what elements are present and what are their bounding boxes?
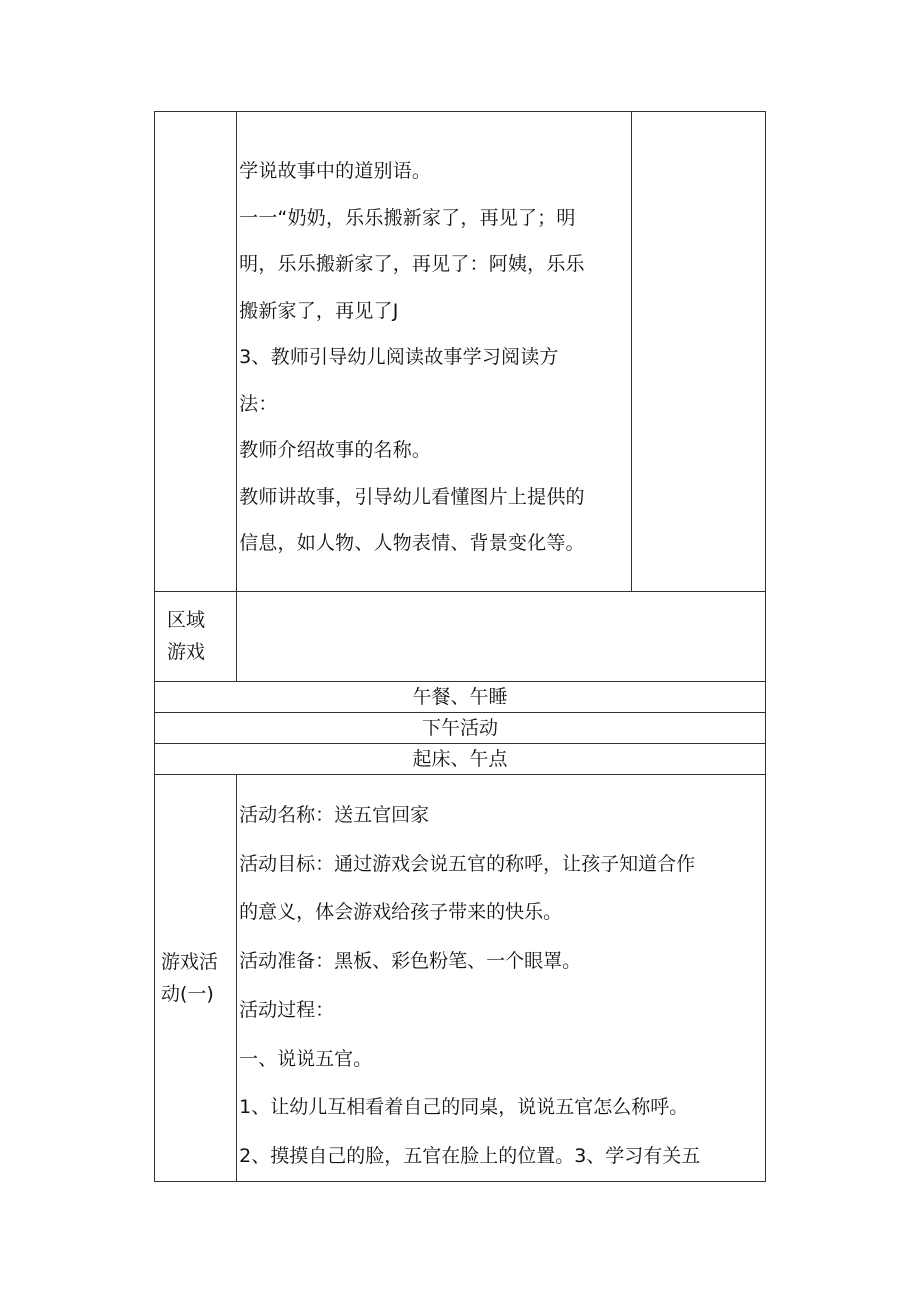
game-activity-content-cell bbox=[237, 775, 766, 1182]
game-line: 活动目标：通过游戏会说五官的称呼，让孩子知道合作 bbox=[239, 852, 696, 875]
story-line: 教师讲故事，引导幼儿看懂图片上提供的 bbox=[239, 485, 585, 508]
story-row bbox=[155, 112, 766, 592]
game-line: 2、摸摸自己的脸，五官在脸上的位置。3、学习有关五 bbox=[239, 1144, 701, 1167]
lunch-row bbox=[155, 682, 766, 713]
story-content-cell bbox=[237, 112, 632, 592]
afternoon-row bbox=[155, 713, 766, 744]
story-line: 搬新家了，再见了J bbox=[239, 299, 399, 322]
area-game-label-cell bbox=[155, 592, 237, 682]
area-game-content-cell bbox=[237, 592, 766, 682]
area-game-row bbox=[155, 592, 766, 682]
game-activity-label-line: 游戏活 bbox=[161, 950, 219, 973]
lunch-band: 午餐、午睡 bbox=[155, 682, 766, 713]
lesson-plan-table bbox=[154, 111, 766, 1182]
game-line: 活动准备：黑板、彩色粉笔、一个眼罩。 bbox=[239, 950, 582, 973]
story-line: 学说故事中的道别语。 bbox=[239, 160, 432, 182]
story-line: 法： bbox=[239, 392, 278, 415]
game-activity-label-cell bbox=[155, 775, 237, 1182]
game-line: 活动名称：送五官回家 bbox=[239, 804, 430, 826]
area-game-label-line: 区域 bbox=[167, 609, 206, 631]
story-line: 信息，如人物、人物表情、背景变化等。 bbox=[239, 532, 585, 554]
game-activity-row bbox=[155, 775, 766, 1182]
story-label-cell bbox=[155, 112, 237, 592]
story-line: 3、教师引导幼儿阅读故事学习阅读方 bbox=[239, 346, 559, 368]
story-line: 明，乐乐搬新家了，再见了：阿姨，乐乐 bbox=[239, 253, 585, 275]
wakeup-row bbox=[155, 744, 766, 775]
afternoon-band: 下午活动 bbox=[155, 713, 766, 744]
game-line: 一、说说五官。 bbox=[239, 1047, 373, 1070]
game-line: 1、让幼儿互相看着自己的同桌，说说五官怎么称呼。 bbox=[239, 1096, 689, 1119]
story-line: 一一“奶奶，乐乐搬新家了，再见了；明 bbox=[239, 206, 576, 229]
area-game-label-line: 游戏 bbox=[167, 641, 206, 663]
game-line: 的意义，体会游戏给孩子带来的快乐。 bbox=[239, 901, 563, 924]
story-notes-cell bbox=[631, 112, 765, 592]
game-activity-label-line: 动(一) bbox=[161, 982, 214, 1005]
game-line: 活动过程： bbox=[239, 998, 335, 1021]
story-line: 教师介绍故事的名称。 bbox=[239, 439, 432, 461]
wakeup-band: 起床、午点 bbox=[155, 744, 766, 775]
